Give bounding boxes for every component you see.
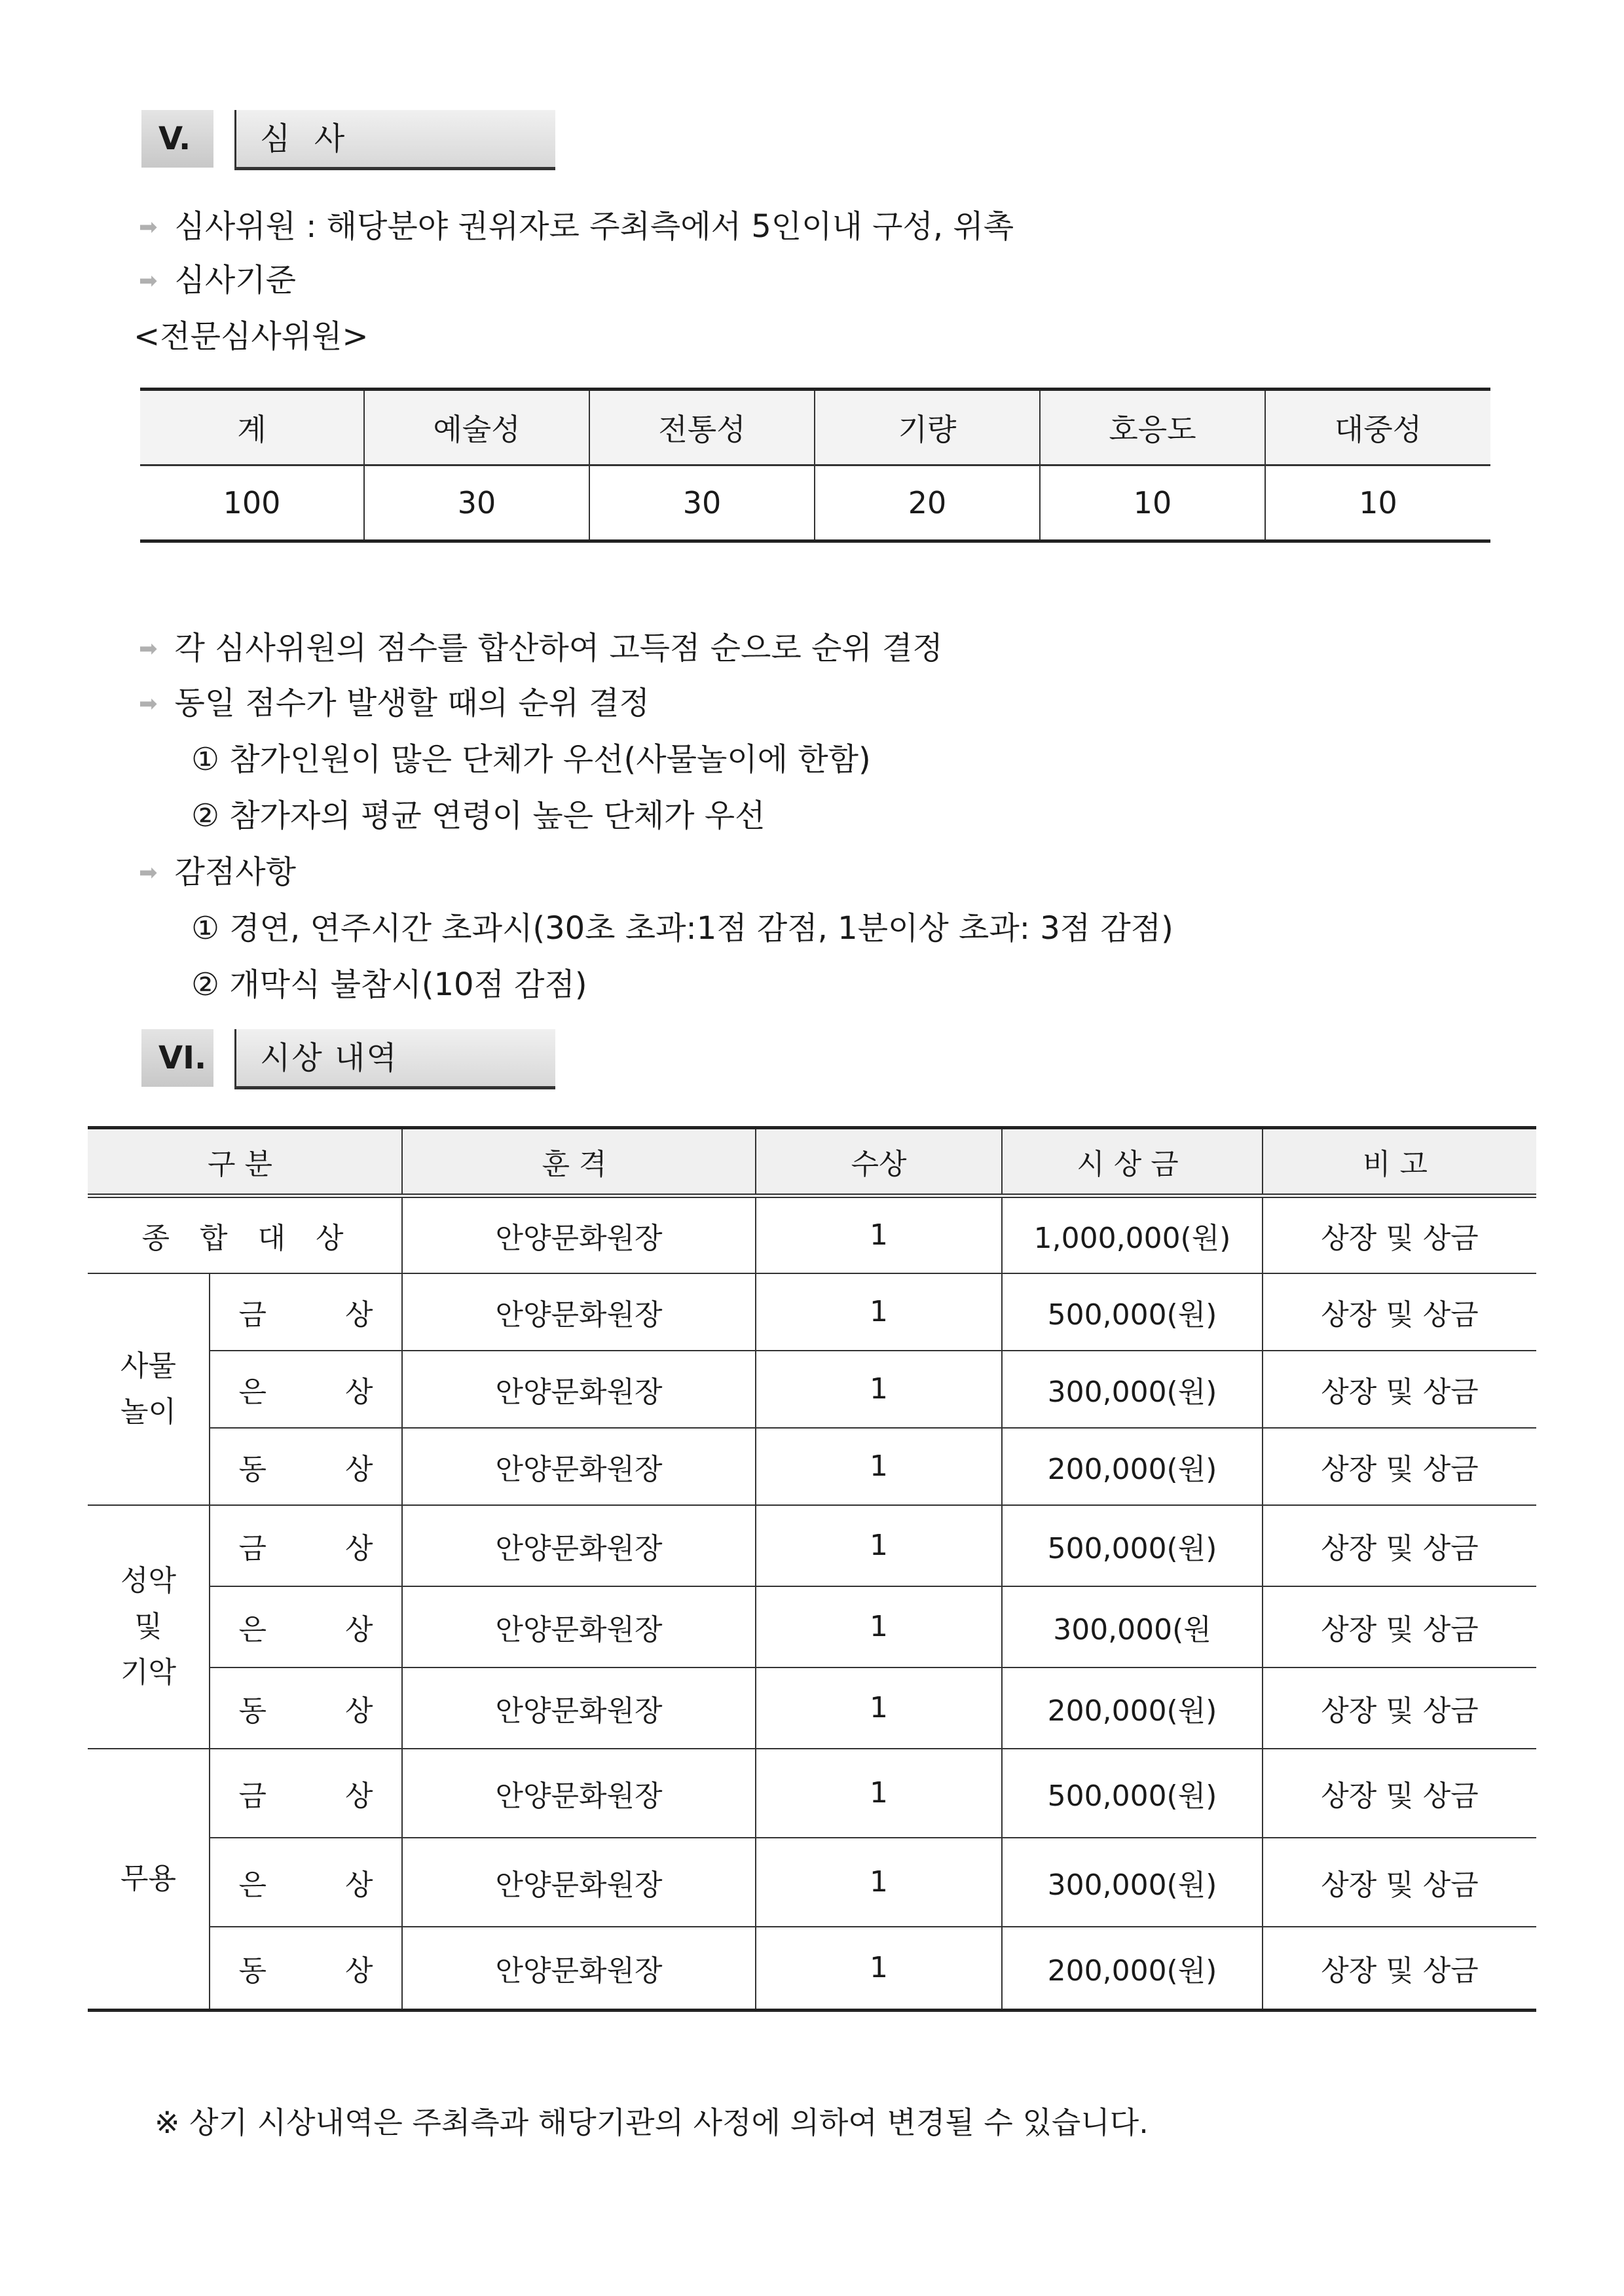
award-header-category: 구분	[88, 1128, 402, 1196]
score-header-popularity: 대중성	[1265, 390, 1490, 465]
score-value-skill: 20	[815, 465, 1040, 541]
score-value-total: 100	[140, 465, 364, 541]
rule-deduction-1: ① 경연, 연주시간 초과시(30초 초과:1점 감점, 1분이상 초과: 3점 감점)	[191, 910, 1173, 947]
award-note: 상장 및 상금	[1263, 1351, 1536, 1428]
arrow-icon: ➡	[139, 214, 158, 240]
award-honor: 안양문화원장	[402, 1428, 756, 1505]
score-header-response: 호응도	[1040, 390, 1265, 465]
award-row	[88, 1667, 1536, 1749]
award-rank: 금 상	[210, 1749, 402, 1838]
award-row	[88, 1351, 1536, 1428]
award-note: 상장 및 상금	[1263, 1749, 1536, 1838]
score-header-tradition: 전통성	[589, 390, 815, 465]
award-rank: 금 상	[210, 1505, 402, 1586]
award-header-count: 수상	[756, 1128, 1002, 1196]
rule-tie-2: ② 참가자의 평균 연령이 높은 단체가 우선	[191, 797, 766, 834]
award-count: 1	[756, 1428, 1002, 1505]
arrow-icon: ➡	[139, 268, 158, 294]
award-honor: 안양문화원장	[402, 1196, 756, 1273]
award-prize: 200,000(원)	[1002, 1428, 1263, 1505]
award-row	[88, 1927, 1536, 2011]
section-6-header	[141, 1029, 555, 1089]
award-prize: 200,000(원)	[1002, 1667, 1263, 1749]
award-rank: 동 상	[210, 1927, 402, 2011]
award-prize: 300,000(원	[1002, 1586, 1263, 1667]
award-honor: 안양문화원장	[402, 1273, 756, 1351]
award-rank: 동 상	[210, 1667, 402, 1749]
award-note: 상장 및 상금	[1263, 1667, 1536, 1749]
award-count: 1	[756, 1273, 1002, 1351]
award-note: 상장 및 상금	[1263, 1505, 1536, 1586]
award-honor: 안양문화원장	[402, 1749, 756, 1838]
award-header-note: 비고	[1263, 1128, 1536, 1196]
award-prize: 500,000(원)	[1002, 1505, 1263, 1586]
award-count: 1	[756, 1749, 1002, 1838]
award-count: 1	[756, 1351, 1002, 1428]
category-dance: 무용	[88, 1749, 210, 2011]
award-note: 상장 및 상금	[1263, 1586, 1536, 1667]
award-row	[88, 1428, 1536, 1505]
award-rank: 은 상	[210, 1586, 402, 1667]
arrow-icon: ➡	[139, 636, 158, 662]
category-vocal-instrumental: 성악 및 기악	[88, 1505, 210, 1749]
award-note: 상장 및 상금	[1263, 1196, 1536, 1273]
award-note: 상장 및 상금	[1263, 1927, 1536, 2011]
award-honor: 안양문화원장	[402, 1351, 756, 1428]
bullet-criteria: ➡ 심사기준	[139, 261, 296, 303]
award-row	[88, 1273, 1536, 1351]
award-rank: 동 상	[210, 1428, 402, 1505]
rule-tie: ➡ 동일 점수가 발생할 때의 순위 결정	[139, 683, 650, 726]
section-5-title: 심 사	[234, 110, 555, 170]
award-row	[88, 1749, 1536, 1838]
section-5-header	[141, 110, 555, 170]
award-note: 상장 및 상금	[1263, 1838, 1536, 1927]
award-prize: 300,000(원)	[1002, 1838, 1263, 1927]
score-value-row	[140, 465, 1490, 541]
award-count: 1	[756, 1838, 1002, 1927]
award-note: 상장 및 상금	[1263, 1428, 1536, 1505]
award-honor: 안양문화원장	[402, 1838, 756, 1927]
award-row-grand	[88, 1196, 1536, 1273]
score-value-artistry: 30	[364, 465, 589, 541]
rule-tie-1: ① 참가인원이 많은 단체가 우선(사물놀이에 한함)	[191, 741, 871, 778]
award-honor: 안양문화원장	[402, 1586, 756, 1667]
award-table	[88, 1126, 1536, 2012]
footnote: ※ 상기 시상내역은 주최측과 해당기관의 사정에 의하여 변경될 수 있습니다.	[155, 2105, 1149, 2140]
award-rank: 금 상	[210, 1273, 402, 1351]
grand-prize-label: 종 합 대 상	[88, 1196, 402, 1273]
score-header-skill: 기량	[815, 390, 1040, 465]
award-header-prize: 시상금	[1002, 1128, 1263, 1196]
score-value-response: 10	[1040, 465, 1265, 541]
award-rank: 은 상	[210, 1351, 402, 1428]
award-honor: 안양문화원장	[402, 1667, 756, 1749]
arrow-icon: ➡	[139, 691, 158, 717]
award-prize: 500,000(원)	[1002, 1749, 1263, 1838]
section-6-title: 시상 내역	[234, 1029, 555, 1089]
panel-label: <전문심사위원>	[134, 318, 369, 355]
score-value-tradition: 30	[589, 465, 815, 541]
rule-deduction-2: ② 개막식 불참시(10점 감점)	[191, 966, 587, 1003]
award-rank: 은 상	[210, 1838, 402, 1927]
award-header-row	[88, 1128, 1536, 1196]
award-count: 1	[756, 1667, 1002, 1749]
category-samulnori: 사물 놀이	[88, 1273, 210, 1505]
rule-sum: ➡ 각 심사위원의 점수를 합산하여 고득점 순으로 순위 결정	[139, 629, 943, 671]
award-row	[88, 1586, 1536, 1667]
score-header-artistry: 예술성	[364, 390, 589, 465]
award-count: 1	[756, 1927, 1002, 2011]
award-row	[88, 1505, 1536, 1586]
award-note: 상장 및 상금	[1263, 1273, 1536, 1351]
score-header-total: 계	[140, 390, 364, 465]
award-prize: 500,000(원)	[1002, 1273, 1263, 1351]
award-count: 1	[756, 1196, 1002, 1273]
award-prize: 300,000(원)	[1002, 1351, 1263, 1428]
award-row	[88, 1838, 1536, 1927]
award-count: 1	[756, 1586, 1002, 1667]
score-criteria-table	[140, 388, 1490, 543]
award-honor: 안양문화원장	[402, 1927, 756, 2011]
section-6-number: VI.	[141, 1029, 213, 1087]
score-header-row	[140, 390, 1490, 465]
rule-deduction: ➡ 감점사항	[139, 852, 296, 895]
award-prize: 200,000(원)	[1002, 1927, 1263, 2011]
score-value-popularity: 10	[1265, 465, 1490, 541]
arrow-icon: ➡	[139, 860, 158, 886]
award-honor: 안양문화원장	[402, 1505, 756, 1586]
award-header-honor: 훈격	[402, 1128, 756, 1196]
section-5-number: V.	[141, 110, 213, 168]
award-prize: 1,000,000(원)	[1002, 1196, 1263, 1273]
bullet-judges: ➡ 심사위원 : 해당분야 권위자로 주최측에서 5인이내 구성, 위촉	[139, 207, 1014, 249]
award-count: 1	[756, 1505, 1002, 1586]
